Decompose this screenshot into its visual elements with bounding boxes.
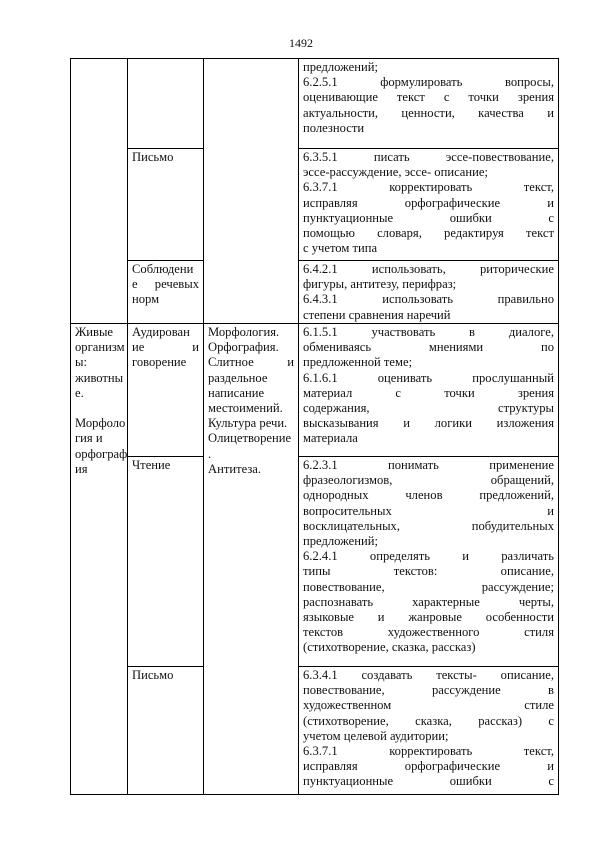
objective-line: 6.2.5.1 формулировать вопросы, (303, 75, 554, 90)
cell-objectives (299, 261, 559, 324)
objective-line: эссе-рассуждение, эссе- описание; (303, 165, 488, 180)
objective-line: обмениваясь мнениями по (303, 340, 554, 355)
cell-text-line: написание (208, 385, 265, 400)
objective-line: 6.3.7.1 корректировать текст, (303, 180, 554, 195)
cell-objectives (299, 324, 559, 457)
cell-text-line: ия (75, 461, 88, 476)
cell-topic (204, 59, 299, 324)
cell-objectives (299, 149, 559, 261)
objective-line: 6.3.7.1 корректировать текст, (303, 744, 554, 759)
cell-text-line: е речевых (132, 277, 199, 292)
cell-objectives (299, 457, 559, 667)
cell-topic (204, 324, 299, 795)
objective-line: 6.1.6.1 оценивать прослушанный (303, 370, 554, 385)
objective-line: языковые и жанровые особенности (303, 610, 554, 625)
objective-line: типы текстов: описание, (303, 564, 554, 579)
objective-line: 6.2.3.1 понимать применение (303, 458, 554, 472)
objective-line: (стихотворение, сказка, рассказ) с (303, 713, 554, 728)
cell-text-line: Аудирован (132, 325, 190, 339)
cell-skill: Чтение (128, 457, 204, 667)
curriculum-table (70, 58, 559, 795)
objective-line: пунктуационные ошибки с (303, 774, 554, 789)
objective-line: помощью словаря, редактируя текст (303, 226, 554, 241)
objective-line: повествование, рассуждение в (303, 683, 554, 698)
objective-line: содержания, структуры (303, 401, 554, 416)
table-row (71, 667, 559, 795)
cell-text-line: е. (75, 385, 84, 400)
cell-text-line: гия и (75, 431, 103, 446)
cell-text-line: Живые (75, 325, 114, 339)
objective-line: актуальности, ценности, качества и (303, 105, 554, 120)
objective-line: вопросительных и (303, 503, 554, 518)
objective-line: предложенной теме; (303, 355, 413, 370)
cell-text-line: ие и (132, 340, 199, 355)
objective-line: учетом целевой аудитории; (303, 728, 449, 743)
objective-line: предложений; (303, 60, 378, 74)
cell-text-line: Морфология. (208, 325, 280, 339)
cell-text-line: Культура речи. (208, 416, 288, 431)
objective-line: степени сравнения наречий (303, 307, 451, 322)
objective-line: 6.3.5.1 писать эссе-повествование, (303, 150, 554, 164)
table-row (71, 59, 559, 149)
cell-section (71, 59, 128, 324)
objective-line: фразеологизмов, обращений, (303, 473, 554, 488)
objective-line: 6.4.2.1 использовать, риторические (303, 262, 554, 276)
objective-line: пунктуационные ошибки с (303, 210, 554, 225)
cell-text-line: животны (75, 370, 124, 385)
cell-section (71, 324, 128, 795)
cell-text-line: местоимений. (208, 401, 283, 416)
cell-skill: Письмо (128, 667, 204, 795)
cell-text-line: орфограф (75, 446, 128, 461)
cell-text-line (75, 401, 123, 416)
objective-line: 6.2.4.1 определять и различать (303, 549, 554, 564)
objective-line: 6.3.4.1 создавать тексты- описание, (303, 668, 554, 682)
objective-line: художественном стиле (303, 698, 554, 713)
cell-text-line: Антитеза. (208, 461, 262, 476)
cell-skill: Письмо (128, 149, 204, 261)
objective-line: распознавать характерные черты, (303, 594, 554, 609)
objective-line: восклицательных, побудительных (303, 518, 554, 533)
objective-line: исправляя орфографические и (303, 195, 554, 210)
cell-text-line: раздельное (208, 370, 268, 385)
objective-line: материал с точки зрения (303, 385, 554, 400)
cell-objectives (299, 667, 559, 795)
table-row (71, 149, 559, 261)
objective-line: повествование, рассуждение; (303, 579, 554, 594)
objective-line: 6.1.5.1 участвовать в диалоге, (303, 325, 554, 339)
cell-text-line: Слитное и (208, 355, 294, 370)
cell-text-line: Соблюдени (132, 262, 194, 276)
cell-text-line: ы: (75, 355, 87, 370)
cell-skill (128, 261, 204, 324)
objective-line: с учетом типа (303, 241, 378, 256)
table-row (71, 261, 559, 324)
cell-text-line: Морфоло (75, 416, 126, 431)
objective-line: оценивающие текст с точки зрения (303, 90, 554, 105)
objective-line: (стихотворение, сказка, рассказ) (303, 640, 476, 655)
cell-objectives (299, 59, 559, 149)
cell-skill (128, 324, 204, 457)
table-row (71, 324, 559, 457)
objective-line: предложений; (303, 534, 378, 549)
cell-text-line: организм (75, 340, 125, 355)
cell-skill (128, 59, 204, 149)
cell-text-line: норм (132, 292, 160, 307)
objective-line: полезности (303, 120, 365, 135)
objective-line: однородных членов предложений, (303, 488, 554, 503)
cell-text-line: Орфография. (208, 340, 279, 355)
objective-line: фигуры, антитезу, перифраз; (303, 277, 457, 292)
cell-text-line: Олицетворение (208, 431, 292, 446)
objective-line: исправляя орфографические и (303, 759, 554, 774)
objective-line: материала (303, 431, 358, 446)
objective-line: высказывания и логики изложения (303, 416, 554, 431)
objective-line: текстов художественного стиля (303, 625, 554, 640)
table-row (71, 457, 559, 667)
page-number: 1492 (289, 36, 313, 50)
cell-text-line: говорение (132, 355, 187, 370)
objective-line: 6.4.3.1 использовать правильно (303, 292, 554, 307)
cell-text-line: . (208, 446, 212, 461)
